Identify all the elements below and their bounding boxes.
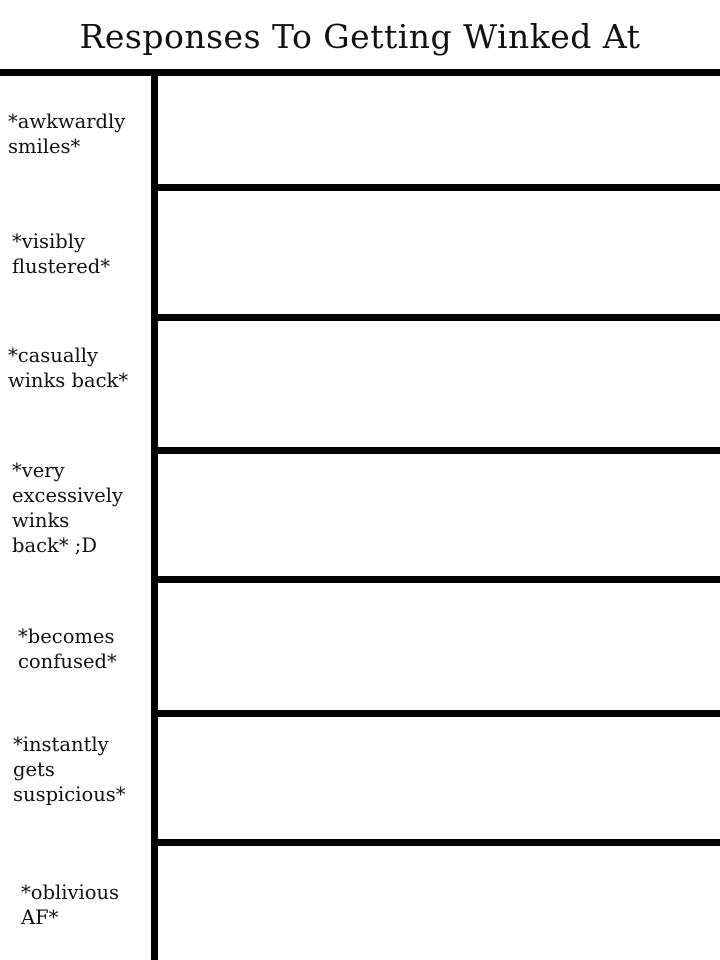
- column-divider: [151, 70, 158, 960]
- answer-cell-7: [158, 846, 720, 960]
- row-label-oblivious-af: *oblivious AF*: [21, 881, 120, 929]
- row-label-instantly-gets-suspicious: *instantly gets suspicious*: [13, 733, 126, 806]
- answer-cell-2: [158, 191, 720, 314]
- chart-title: Responses To Getting Winked At: [79, 17, 641, 56]
- row-divider: [155, 576, 720, 583]
- row-label-casually-winks-back: *casually winks back*: [8, 344, 129, 392]
- row-label-very-excessively-winks-back: *very excessively winks back* ;D: [12, 459, 124, 557]
- row-divider: [155, 839, 720, 846]
- row-label-visibly-flustered: *visibly flustered*: [12, 230, 111, 278]
- row-divider: [155, 184, 720, 191]
- row-divider: [155, 447, 720, 454]
- header-divider: [0, 69, 720, 76]
- row-divider: [155, 314, 720, 321]
- answer-cell-3: [158, 321, 720, 447]
- row-label-becomes-confused: *becomes confused*: [18, 625, 117, 673]
- row-divider: [155, 710, 720, 717]
- answer-cell-5: [158, 583, 720, 710]
- answer-cell-1: [158, 76, 720, 184]
- answer-cell-4: [158, 454, 720, 576]
- row-label-awkwardly-smiles: *awkwardly smiles*: [8, 110, 126, 158]
- answer-cell-6: [158, 717, 720, 839]
